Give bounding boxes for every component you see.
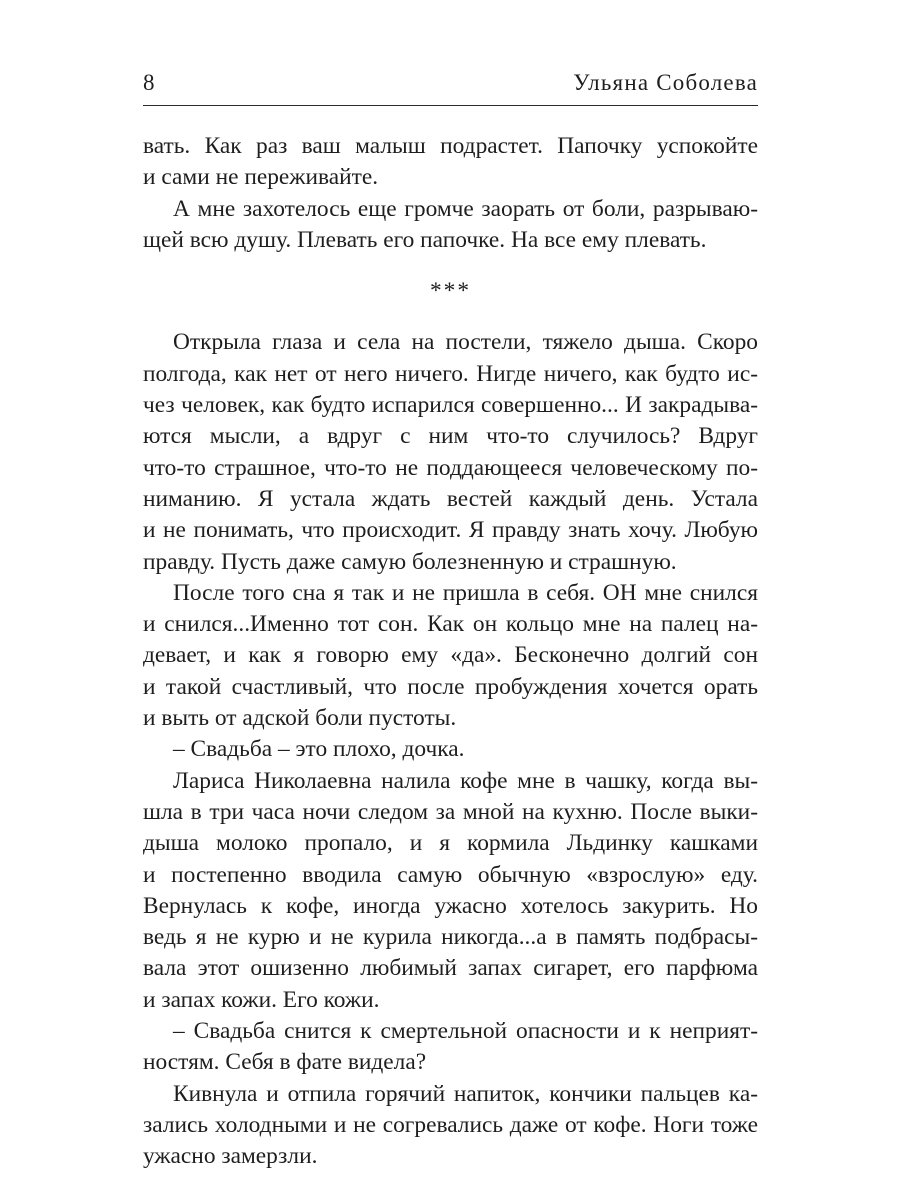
text-line: и постепенно вводила самую обычную «взрослую» еду. — [143, 861, 758, 888]
text-line: Кивнула и отпила горячий напиток, кончики пальцев ка- — [173, 1080, 758, 1107]
text-line: ностям. Себя в фате видела? — [143, 1049, 427, 1076]
text-line: ниманию. Я устала ждать вестей каждый день. Устала — [143, 485, 758, 512]
text-line: Лариса Николаевна налила кофе мне в чашку, когда вы- — [173, 767, 758, 794]
text-line: девает, и как я говорю ему «да». Бесконечно долгий сон — [143, 642, 758, 669]
text-line: Открыла глаза и села на постели, тяжело дыша. Скоро — [173, 329, 758, 356]
text-line: А мне захотелось еще громче заорать от боли, разрываю- — [173, 195, 758, 222]
text-line: ведь я не курю и не курила никогда...а в память подбрасы- — [143, 924, 758, 951]
text-line: вала этот ошизенно любимый запах сигарет, его парфюма — [143, 955, 758, 982]
text-line: ужасно замерзли. — [143, 1143, 318, 1170]
text-line: и снился...Именно тот сон. Как он кольцо мне на палец на- — [143, 611, 758, 638]
text-line: дыша молоко пропало, и я кормила Льдинку кашками — [143, 830, 758, 857]
section-separator: *** — [429, 278, 472, 305]
header-rule — [143, 105, 758, 106]
text-line: – Свадьба – это плохо, дочка. — [173, 736, 465, 763]
running-head-author: Ульяна Соболева — [573, 70, 758, 95]
text-line: и такой счастливый, что после пробуждения хочется орать — [143, 673, 758, 700]
text-line: ются мысли, а вдруг с ним что-то случилось? Вдруг — [143, 423, 758, 450]
text-line: Вернулась к кофе, иногда ужасно хотелось закурить. Но — [143, 892, 758, 919]
body-text — [143, 131, 758, 1173]
text-line: зались холодными и не согревались даже от кофе. Ноги тоже — [143, 1111, 758, 1138]
text-line: и запах кожи. Его кожи. — [143, 986, 380, 1013]
text-line: и не понимать, что происходит. Я правду знать хочу. Любую — [143, 517, 758, 544]
text-line: вать. Как раз ваш малыш подрастет. Папочку успокойте — [143, 133, 758, 159]
text-line: – Свадьба снится к смертельной опасности и к неприят- — [173, 1018, 758, 1045]
page-header — [143, 62, 758, 102]
text-line: и выть от адской боли пустоты. — [143, 705, 457, 732]
text-line: что-то страшное, что-то не поддающееся человеческому по- — [143, 454, 758, 481]
text-line: и сами не переживайте. — [143, 164, 379, 191]
text-line: шла в три часа ночи следом за мной на кухню. После выки- — [143, 798, 758, 825]
text-line: После того сна я так и не пришла в себя. ОН мне снился — [173, 579, 758, 606]
text-line: чез человек, как будто испарился совершенно... И закрадыва- — [143, 392, 758, 419]
text-line: щей всю душу. Плевать его папочке. На все ему плевать. — [143, 226, 707, 253]
text-line: правду. Пусть даже самую болезненную и страшную. — [143, 548, 677, 575]
page-number: 8 — [143, 70, 156, 95]
text-line: полгода, как нет от него ничего. Нигде ничего, как будто ис- — [143, 360, 758, 387]
